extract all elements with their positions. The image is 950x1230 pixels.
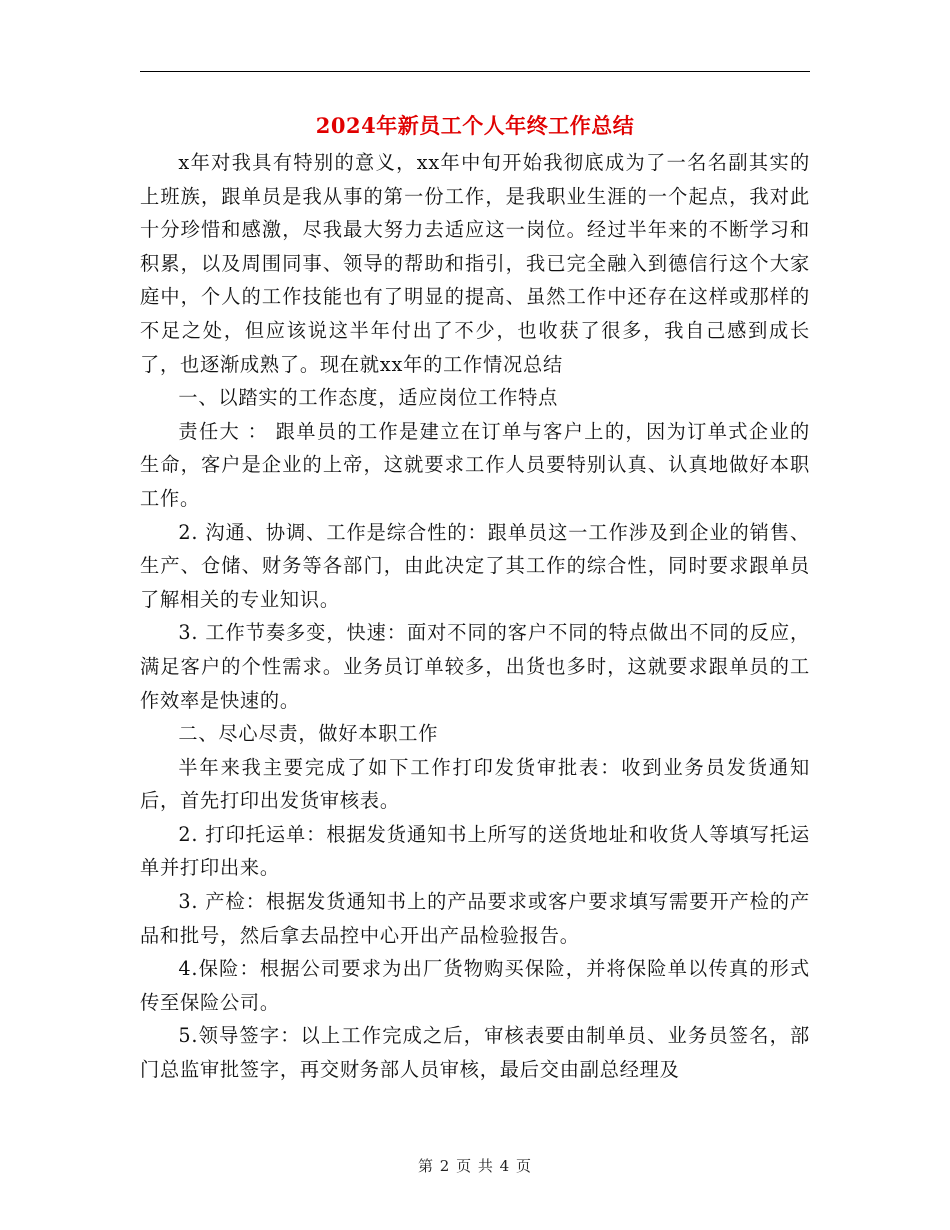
section-heading-2: 二、尽心尽责，做好本职工作 bbox=[178, 722, 439, 746]
section-heading-1: 一、以踏实的工作态度，适应岗位工作特点 bbox=[178, 386, 559, 410]
paragraph-signature: 5.领导签字：以上工作完成之后，审核表要由制单员、业务员签名，部门总监审批签字，再交财务部人员审核，最后交由副总经理及 bbox=[140, 1024, 810, 1082]
paragraph-insurance: 4.保险：根据公司要求为出厂货物购买保险，并将保险单以传真的形式传至保险公司。 bbox=[140, 957, 810, 1014]
paragraph-waybill: 2. 打印托运单：根据发货通知书上所写的送货地址和收货人等填写托运单并打印出来。 bbox=[140, 822, 810, 880]
header-rule bbox=[140, 71, 810, 72]
paragraph-work-pace: 3. 工作节奏多变，快速：面对不同的客户不同的特点做出不同的反应，满足客户的个性需求。业务员订单较多，出货也多时，这就要求跟单员的工作效率是快速的。 bbox=[140, 621, 810, 712]
document-title: 2024年新员工个人年终工作总结 bbox=[315, 113, 635, 138]
paragraph-responsibility: 责任大 ： 跟单员的工作是建立在订单与客户上的，因为订单式企业的生命，客户是企业的上帝，这就要求工作人员要特别认真、认真地做好本职工作。 bbox=[140, 419, 810, 510]
paragraph-approval-form: 半年来我主要完成了如下工作打印发货审批表：收到业务员发货通知后，首先打印出发货审核表。 bbox=[140, 755, 810, 813]
document-body bbox=[140, 146, 810, 1087]
paragraph-communication: 2. 沟通、协调、工作是综合性的：跟单员这一工作涉及到企业的销售、生产、仓储、财务等各部门，由此决定了其工作的综合性，同时要求跟单员了解相关的专业知识。 bbox=[140, 520, 810, 611]
paragraph-intro: x年对我具有特别的意义，xx年中旬开始我彻底成为了一名名副其实的上班族，跟单员是我从事的第一份工作，是我职业生涯的一个起点，我对此十分珍惜和感激，尽我最大努力去适应这一岗位。经过半年来的不断学习和积累，以及周围同事、领导的帮助和指引，我已完全融入到德信行这个大家庭中，个人的工作技能也有了明显的提高、虽然工作中还存在这样或那样的不足之处，但应该说这半年付出了不少，也收获了很多，我自己感到成长了，也逐渐成熟了。现在就xx年的工作情况总结 bbox=[140, 151, 810, 376]
paragraph-inspection: 3. 产检：根据发货通知书上的产品要求或客户要求填写需要开产检的产品和批号，然后拿去品控中心开出产品检验报告。 bbox=[140, 890, 810, 947]
page-number: 第 2 页 共 4 页 bbox=[418, 1157, 532, 1175]
